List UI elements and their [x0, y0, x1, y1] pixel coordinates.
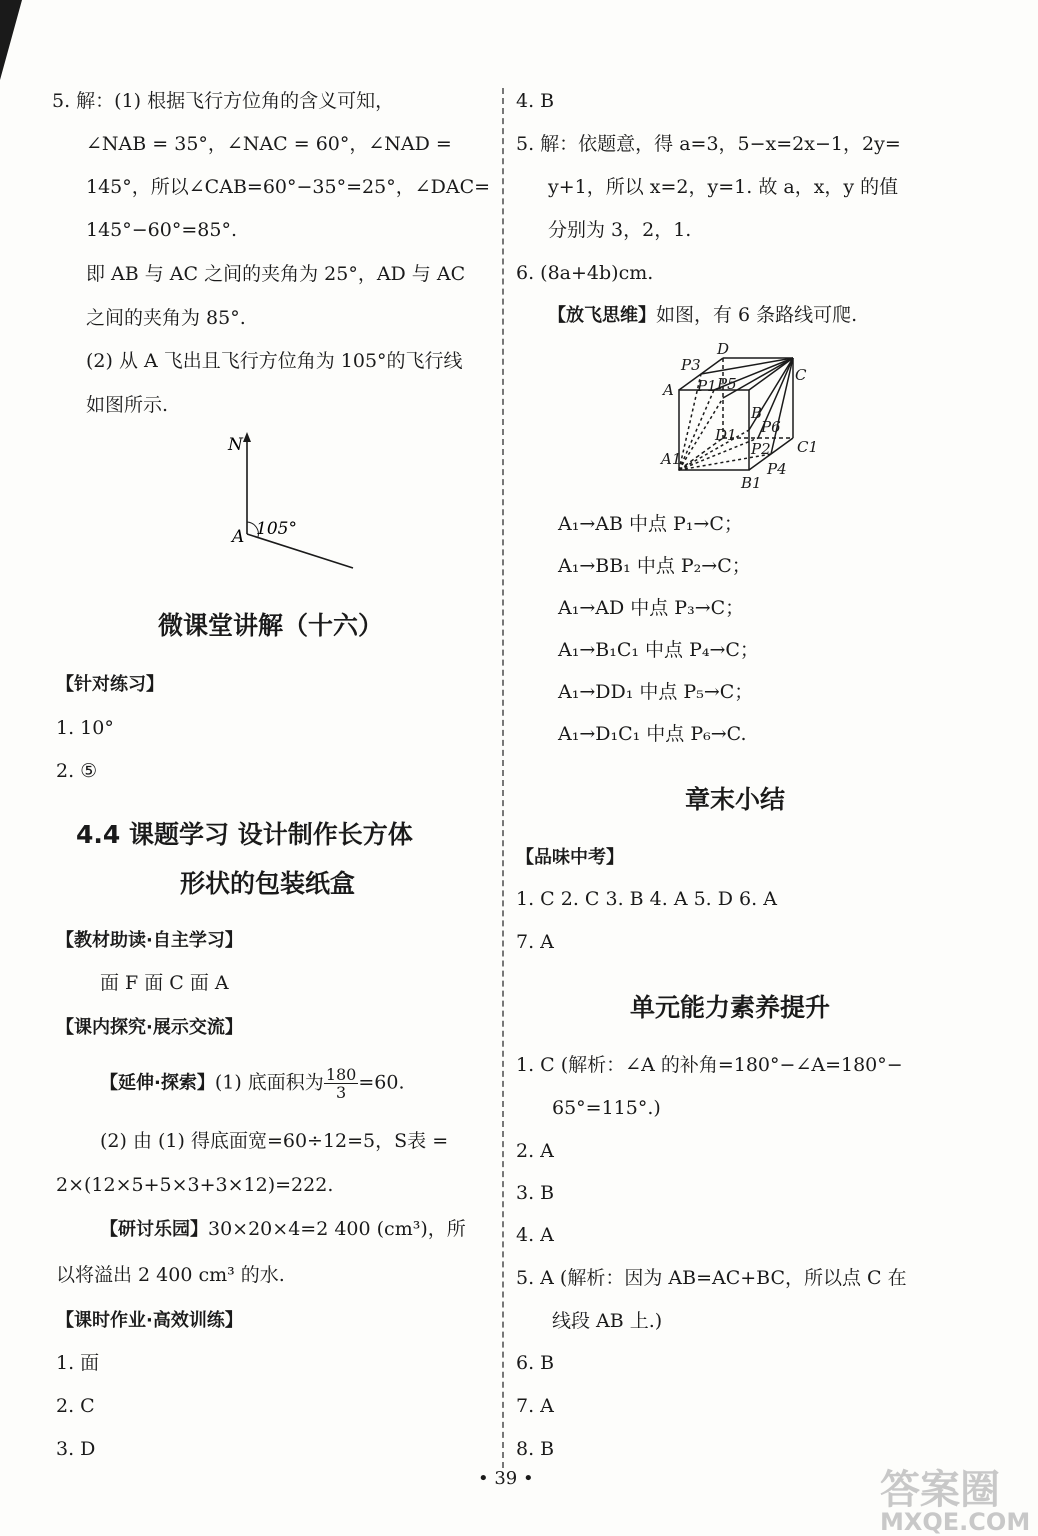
cube-figure [655, 340, 825, 495]
watermark-url: MXQE.COM [880, 1508, 1031, 1536]
heading-section: 形状的包装纸盒 [180, 869, 356, 898]
path-item: A₁→D₁C₁ 中点 P₆→C. [558, 723, 747, 745]
path-item: A₁→B₁C₁ 中点 P₄→C； [558, 639, 759, 661]
label-a: A [232, 527, 245, 547]
heading-micro-lecture: 微课堂讲解（十六） [158, 611, 384, 640]
q5-line: (2) 从 A 飞出且飞行方位角为 105°的飞行线 [86, 350, 463, 372]
answer-item: 7. A [516, 1395, 554, 1417]
fraction: $\frac{180}{3}$ [325, 1065, 357, 1102]
flight-direction-figure [220, 430, 370, 580]
cube-label: P2 [751, 440, 771, 458]
extension-line: 【延伸·探索】(1) 底面积为 $\frac{180}{3}$ =60. [100, 1065, 405, 1102]
cube-label: P3 [681, 356, 701, 374]
ext2-line: (2) 由 (1) 得底面宽=60÷12=5，S表 = [100, 1130, 449, 1152]
q5-line: 如图所示. [86, 394, 169, 416]
path-item: A₁→BB₁ 中点 P₂→C； [558, 555, 751, 577]
reading-answer: 面 F 面 C 面 A [100, 972, 229, 994]
cube-label: D1 [715, 426, 737, 444]
think-line: 【放飞思维】如图，有 6 条路线可爬. [548, 304, 858, 326]
answer-item: 6. (8a+4b)cm. [516, 262, 654, 284]
tag-explore: 【课内探究·展示交流】 [56, 1017, 243, 1038]
answer-item: 8. B [516, 1438, 555, 1460]
label-n: N [228, 435, 243, 455]
cube-label: C1 [797, 438, 819, 456]
answer-item: 6. B [516, 1352, 555, 1374]
path-item: A₁→AD 中点 P₃→C； [558, 597, 745, 619]
tag-discussion: 【研讨乐园】 [100, 1219, 208, 1240]
answer-item: 3. B [516, 1182, 555, 1204]
cube-label: C [795, 366, 807, 384]
unit-line: 65°=115°.) [552, 1097, 661, 1119]
cube-label: P4 [767, 460, 787, 478]
q5-line: 即 AB 与 AC 之间的夹角为 25°，AD 与 AC [86, 263, 466, 285]
cube-label: A1 [661, 450, 682, 468]
unit-line: 线段 AB 上.) [552, 1310, 663, 1332]
discussion-line: 以将溢出 2 400 cm³ 的水. [56, 1264, 285, 1286]
answer-item: 4. B [516, 90, 555, 112]
unit-line: 1. C (解析：∠A 的补角=180°−∠A=180°− [516, 1054, 903, 1076]
page-corner-mark [0, 0, 22, 80]
r5-line: y+1，所以 x=2，y=1. 故 a，x，y 的值 [548, 176, 899, 198]
tag-exam: 【品味中考】 [516, 847, 624, 868]
exam-answers: 7. A [516, 931, 554, 953]
watermark-logo: 答案圈 [880, 1467, 1000, 1513]
cube-label: B [751, 404, 763, 422]
q5-line: ∠NAB = 35°，∠NAC = 60°，∠NAD = [86, 133, 452, 155]
r5-line: 5. 解：依题意，得 a=3，5−x=2x−1，2y= [516, 133, 901, 155]
ext2-line: 2×(12×5+5×3+3×12)=222. [56, 1174, 334, 1196]
tag-reading: 【教材助读·自主学习】 [56, 930, 243, 951]
cube-label: D [717, 340, 730, 358]
r5-line: 分别为 3，2，1. [548, 219, 692, 241]
heading-summary: 章末小结 [685, 785, 786, 814]
answer-item: 2. C [56, 1395, 95, 1417]
answer-item: 2. ⑤ [56, 760, 98, 782]
answer-item: 2. A [516, 1140, 554, 1162]
heading-unit: 单元能力素养提升 [630, 993, 831, 1022]
q5-line: 145°−60°=85°. [86, 219, 237, 241]
ext-text: (1) 底面积为 [214, 1071, 324, 1094]
column-divider [502, 88, 504, 1468]
cube-label: A [663, 381, 674, 399]
page-number: • 39 • [478, 1468, 534, 1489]
discussion-line: 【研讨乐园】30×20×4=2 400 (cm³)，所 [100, 1218, 466, 1240]
q5-line: 145°，所以∠CAB=60°−35°=25°，∠DAC= [86, 176, 491, 198]
answer-item: 4. A [516, 1224, 554, 1246]
answer-item: 3. D [56, 1438, 96, 1460]
path-item: A₁→AB 中点 P₁→C； [558, 513, 743, 535]
angle-label: 105° [256, 519, 297, 539]
cube-label: P5 [717, 375, 737, 393]
path-item: A₁→DD₁ 中点 P₅→C； [558, 681, 754, 703]
cube-label: P1 [697, 377, 717, 395]
tag-practice: 【针对练习】 [56, 674, 164, 695]
tag-think: 【放飞思维】 [548, 305, 656, 326]
q5-line: 5. 解：(1) 根据飞行方位角的含义可知， [52, 90, 395, 112]
cube-label: P6 [761, 418, 781, 436]
q5-line: 之间的夹角为 85°. [86, 307, 246, 329]
tag-homework: 【课时作业·高效训练】 [56, 1310, 243, 1331]
answer-item: 1. 10° [56, 717, 114, 739]
answer-item: 1. 面 [56, 1352, 100, 1374]
unit-line: 5. A (解析：因为 AB=AC+BC，所以点 C 在 [516, 1267, 907, 1289]
tag-extension: 【延伸·探索】 [100, 1072, 215, 1094]
cube-label: B1 [741, 474, 762, 492]
exam-answers: 1. C 2. C 3. B 4. A 5. D 6. A [516, 888, 777, 910]
heading-section: 4.4 课题学习 设计制作长方体 [76, 820, 413, 849]
